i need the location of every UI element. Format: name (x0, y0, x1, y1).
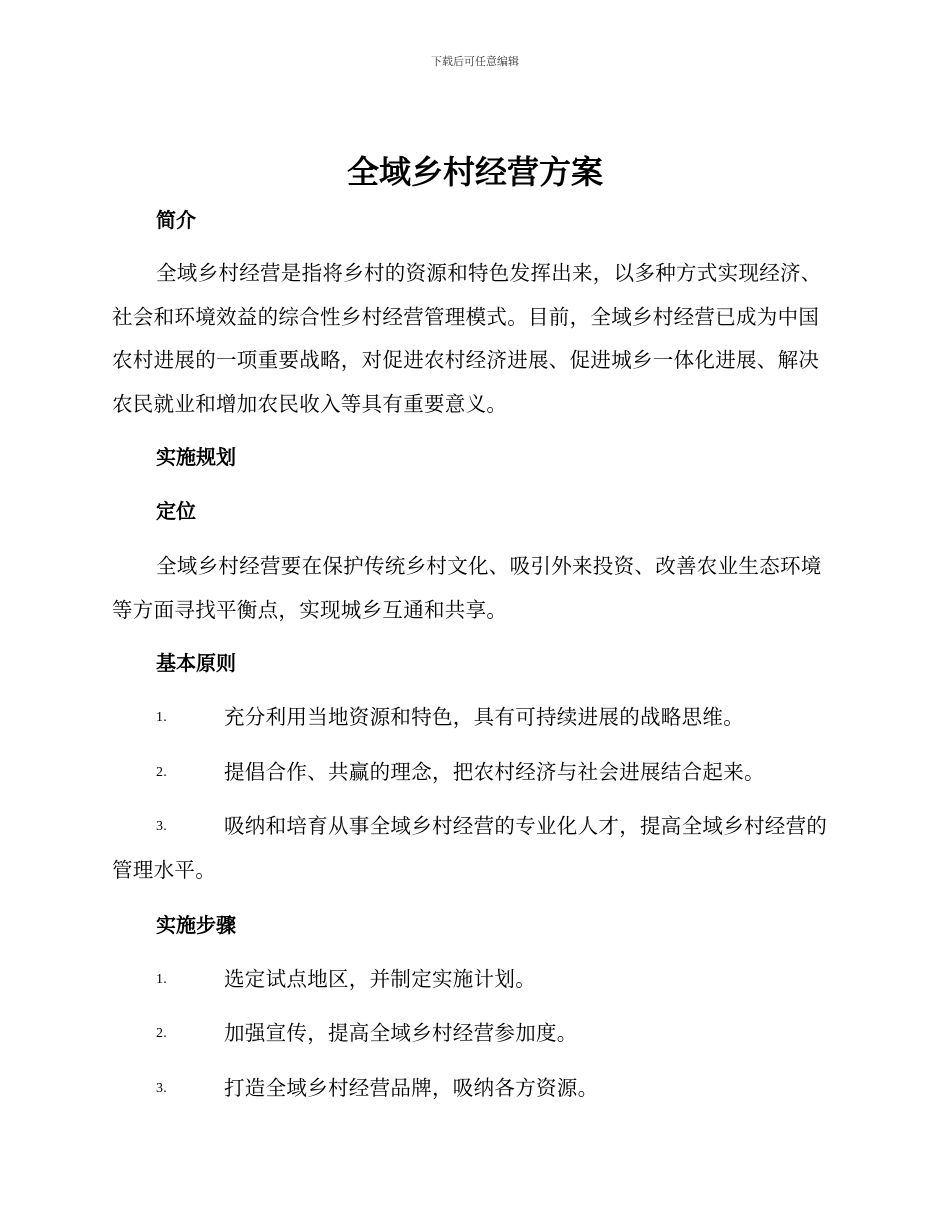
list-number: 3. (156, 1081, 168, 1096)
list-item (112, 805, 834, 892)
intro-paragraph: 全域乡村经营是指将乡村的资源和特色发挥出来，以多种方式实现经济、社会和环境效益的综合性乡村经营管理模式。目前，全域乡村经营已成为中国农村进展的一项重要战略，对促进农村经济进展、促进城乡一体化进展、解决农民就业和增加农民收入等具有重要意义。 (112, 261, 822, 416)
position-paragraph: 全域乡村经营要在保护传统乡村文化、吸引外来投资、改善农业生态环境等方面寻找平衡点，实现城乡互通和共享。 (112, 554, 822, 622)
list-item (112, 1012, 834, 1056)
list-number: 2. (156, 765, 168, 780)
list-number: 2. (156, 1026, 168, 1041)
header-note: 下载后可任意编辑 (431, 55, 519, 68)
list-number: 1. (156, 972, 168, 987)
list-item (112, 751, 834, 795)
list-item (112, 1067, 834, 1111)
document-title: 全域乡村经营方案 (346, 153, 603, 191)
heading-position: 定位 (156, 499, 196, 523)
list-text: 吸纳和培育从事全域乡村经营的专业化人才，提高全域乡村经营的管理水平。 (112, 814, 828, 882)
list-text: 提倡合作、共赢的理念，把农村经济与社会进展结合起来。 (224, 760, 765, 784)
list-text: 打造全域乡村经营品牌，吸纳各方资源。 (224, 1076, 599, 1100)
heading-intro: 简介 (156, 208, 196, 232)
list-text: 选定试点地区，并制定实施计划。 (224, 967, 536, 991)
heading-principles: 基本原则 (156, 651, 236, 675)
list-item (112, 696, 834, 740)
heading-plan: 实施规划 (156, 445, 236, 469)
list-text: 充分利用当地资源和特色，具有可持续进展的战略思维。 (224, 705, 744, 729)
list-text: 加强宣传，提高全域乡村经营参加度。 (224, 1021, 578, 1045)
heading-steps: 实施步骤 (156, 913, 236, 937)
list-item (112, 958, 834, 1002)
list-number: 1. (156, 710, 168, 725)
list-number: 3. (156, 819, 168, 834)
